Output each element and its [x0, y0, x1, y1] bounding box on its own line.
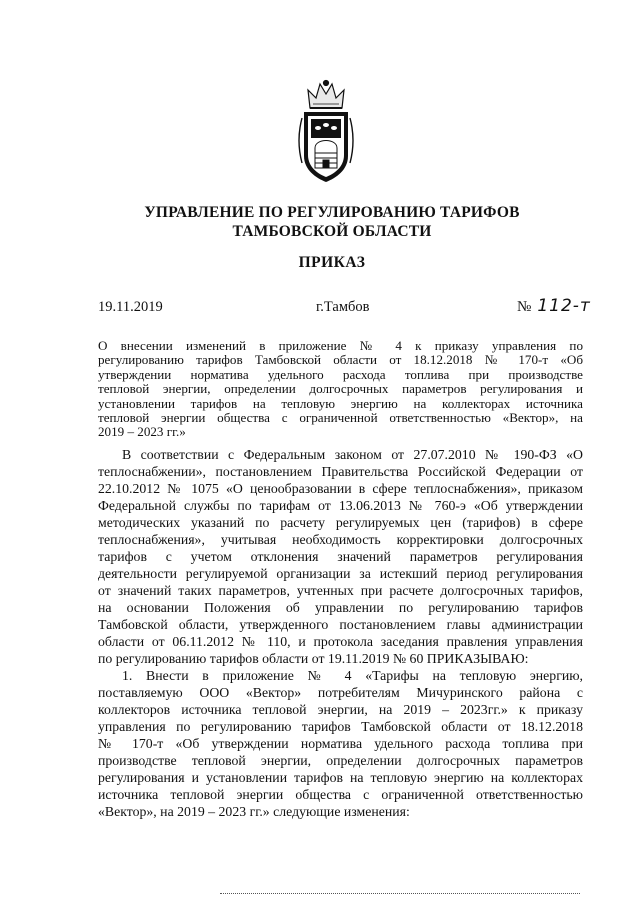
order-date: 19.11.2019 — [98, 299, 163, 315]
order-number-label: № — [517, 299, 532, 315]
subject-line: утверждении норматива удельного расхода топлива при производстве — [98, 366, 583, 382]
item1-line: «Вектор», на 2019 – 2023 гг.» следующие изменения: — [98, 804, 410, 819]
preamble-line: по регулированию тарифов области от 19.11.2019 № 60 ПРИКАЗЫВАЮ: — [98, 651, 529, 666]
item1-line: производстве тепловой энергии, определении долгосрочных параметров — [98, 753, 583, 768]
coat-of-arms-emblem — [296, 78, 356, 188]
item1-line: поставляемую ООО «Вектор» потребителям Мичуринского района с — [98, 685, 583, 700]
subject-line: установлении тарифов на тепловую энергию на коллекторах источника — [98, 395, 583, 411]
preamble-line: Тамбовской области, утвержденного постановлением главы администрации — [98, 617, 583, 632]
preamble-line: Федеральной службы по тарифам от 13.06.2013 № 760-э «Об утверждении — [98, 498, 583, 513]
subject-line: тепловой энергии, определении долгосрочных параметров регулирования и — [98, 381, 583, 397]
footer-dotted-rule — [220, 893, 580, 895]
subject-line: 2019 – 2023 гг.» — [98, 424, 186, 440]
order-number-handwritten: 112-т — [537, 296, 591, 316]
item1-line: управления по регулированию тарифов Тамбовской области от 18.12.2018 — [98, 719, 583, 734]
preamble-line: 22.10.2012 № 1075 «О ценообразовании в сфере теплоснабжения», приказом — [98, 481, 583, 496]
subject-line: тепловой энергии общества с ограниченной ответственностью «Вектор», на — [98, 409, 583, 425]
order-body — [98, 446, 583, 820]
preamble-line: В соответствии с Федеральным законом от 27.07.2010 № 190-ФЗ «О — [122, 447, 583, 462]
preamble-line: тарифов с учетом отклонения значений параметров регулирования — [98, 549, 583, 564]
subject-line: О внесении изменений в приложение № 4 к приказу управления по — [98, 338, 583, 353]
preamble-line: теплоснабжения», учитывая необходимость корректировки долгосрочных — [98, 532, 583, 547]
item1-line: источника тепловой энергии общества с ограниченной ответственностью — [98, 787, 583, 802]
item1-line: регулирования и установлении тарифов на тепловую энергию на коллекторах — [98, 770, 583, 785]
preamble-line: теплоснабжении», постановлением Правительства Российской Федерации от — [98, 464, 583, 479]
organization-name-line1: УПРАВЛЕНИЕ ПО РЕГУЛИРОВАНИЮ ТАРИФОВ — [144, 204, 520, 221]
preamble-line: от значений таких параметров, учтенных при расчете долгосрочных тарифов, — [98, 583, 583, 598]
preamble-line: области от 06.11.2012 № 110, и протокола заседания правления управления — [98, 634, 583, 649]
preamble-line: на основании Положения об управлении по регулированию тарифов — [98, 600, 583, 615]
preamble-line: деятельности регулируемой организации за истекший период регулирования — [98, 566, 583, 581]
document-type-title: ПРИКАЗ — [298, 254, 366, 271]
order-city: г.Тамбов — [316, 299, 370, 315]
subject-line: регулированию тарифов Тамбовской области от 18.12.2018 № 170-т «Об — [98, 352, 583, 368]
item1-line: 1. Внести в приложение № 4 «Тарифы на тепловую энергию, — [122, 668, 583, 683]
item1-line: коллекторов источника тепловой энергии, на 2019 – 2023гг.» к приказу — [98, 702, 583, 717]
order-subject — [98, 339, 583, 440]
order-number — [517, 296, 591, 316]
preamble-line: методических указаний по расчету регулируемых цен (тарифов) в сфере — [98, 515, 583, 530]
item1-line: № 170-т «Об утверждении норматива удельного расхода топлива при — [98, 736, 583, 751]
organization-name-line2: ТАМБОВСКОЙ ОБЛАСТИ — [232, 223, 432, 240]
